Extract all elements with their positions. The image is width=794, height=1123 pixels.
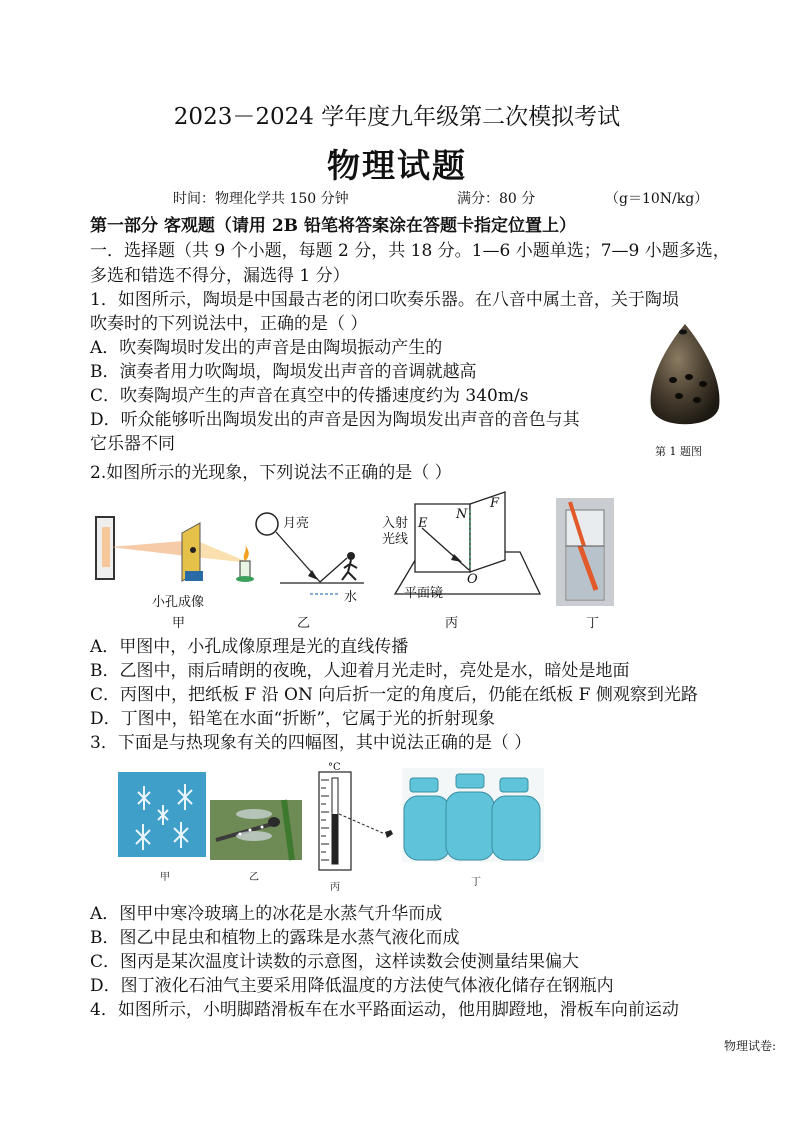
q2-jia-label: 小孔成像 bbox=[152, 595, 205, 610]
q3-unit: °C bbox=[328, 762, 341, 773]
q2-ding: 丁 bbox=[586, 616, 600, 631]
time-info: 时间：物理化学共 150 分钟 bbox=[173, 191, 349, 207]
q2-E: E bbox=[418, 516, 428, 531]
pinhole-figure bbox=[90, 505, 265, 595]
q2-option-d: D．丁图中，铅笔在水面“折断”，它属于光的折射现象 bbox=[90, 709, 496, 729]
q1-option-d-line1: D．听众能够听出陶埙发出的声音是因为陶埙发出声音的音色与其 bbox=[90, 410, 580, 430]
q2-O: O bbox=[467, 572, 478, 587]
q4-stem: 4．如图所示，小明脚踏滑板车在水平路面运动，他用脚蹬地，滑板车向前运动 bbox=[90, 1000, 679, 1020]
q2-water-label: 水 bbox=[344, 590, 358, 605]
pencil-glass-figure bbox=[556, 498, 614, 606]
q1-option-a: A．吹奏陶埙时发出的声音是由陶埙振动产生的 bbox=[90, 338, 443, 358]
q3-jia: 甲 bbox=[160, 872, 170, 883]
exam-title: 2023－2024 学年度九年级第二次模拟考试 bbox=[173, 104, 621, 130]
q3-stem: 3．下面是与热现象有关的四幅图，其中说法正确的是（ ） bbox=[90, 733, 532, 753]
xun-figure bbox=[645, 322, 725, 437]
q2-yi: 乙 bbox=[297, 616, 311, 631]
gravity-info: （g＝10N/kg） bbox=[605, 191, 709, 207]
instructions-line1: 一．选择题（共 9 个小题，每题 2 分，共 18 分。1—6 小题单选；7—9 小题多选， bbox=[90, 241, 730, 261]
q2-bing: 丙 bbox=[445, 616, 459, 631]
q3-option-a: A．图甲中寒冷玻璃上的冰花是水蒸气升华而成 bbox=[90, 904, 443, 924]
q1-option-c: C．吹奏陶埙产生的声音在真空中的传播速度约为 340m/s bbox=[90, 386, 529, 406]
q2-option-b: B．乙图中，雨后晴朗的夜晚，人迎着月光走时，亮处是水，暗处是地面 bbox=[90, 661, 630, 681]
q2-stem: 2.如图所示的光现象，下列说法不正确的是（ ） bbox=[90, 463, 452, 483]
q2-jia: 甲 bbox=[172, 616, 186, 631]
dragonfly-figure bbox=[210, 800, 302, 860]
q3-bing: 丙 bbox=[330, 882, 340, 893]
gas-cylinder-figure bbox=[402, 768, 544, 862]
q3-yi: 乙 bbox=[249, 872, 259, 883]
q2-F: F bbox=[490, 496, 500, 511]
score-info: 满分：80 分 bbox=[457, 191, 536, 207]
q1-option-b: B．演奏者用力吹陶埙，陶埙发出声音的音调就越高 bbox=[90, 362, 477, 382]
q1-option-d-line2: 它乐器不同 bbox=[90, 434, 175, 454]
footer-label: 物理试卷: bbox=[724, 1039, 777, 1053]
q2-N: N bbox=[456, 507, 468, 522]
q2-option-c: C．丙图中，把纸板 F 沿 ON 向后折一定的角度后，仍能在纸板 F 侧观察到光路 bbox=[90, 685, 698, 705]
q1-figure-caption: 第 1 题图 bbox=[655, 445, 702, 458]
subject-title: 物理试题 bbox=[327, 146, 467, 185]
q2-option-a: A．甲图中，小孔成像原理是光的直线传播 bbox=[90, 637, 409, 657]
q1-stem-line1: 1．如图所示，陶埙是中国最古老的闭口吹奏乐器。在八音中属土音，关于陶埙 bbox=[90, 290, 679, 310]
instructions-line2: 多选和错选不得分，漏选得 1 分） bbox=[90, 266, 350, 286]
q3-option-b: B．图乙中昆虫和植物上的露珠是水蒸气液化而成 bbox=[90, 928, 460, 948]
q3-option-d: D．图丁液化石油气主要采用降低温度的方法使气体液化储存在钢瓶内 bbox=[90, 976, 614, 996]
q2-incident-label1: 入射 bbox=[382, 516, 409, 531]
q3-ding: 丁 bbox=[471, 877, 481, 888]
q2-moon-label: 月亮 bbox=[283, 516, 310, 531]
part1-heading: 第一部分 客观题（请用 2B 铅笔将答案涂在答题卡指定位置上） bbox=[90, 216, 576, 236]
ice-flower-figure bbox=[118, 772, 206, 857]
q2-mirror-label: 平面镜 bbox=[404, 586, 444, 601]
q2-incident-label2: 光线 bbox=[382, 532, 409, 547]
q3-option-c: C．图丙是某次温度计读数的示意图，这样读数会使测量结果偏大 bbox=[90, 952, 580, 972]
q1-stem-line2: 吹奏时的下列说法中，正确的是（ ） bbox=[90, 314, 368, 334]
thermometer-figure bbox=[317, 768, 397, 876]
